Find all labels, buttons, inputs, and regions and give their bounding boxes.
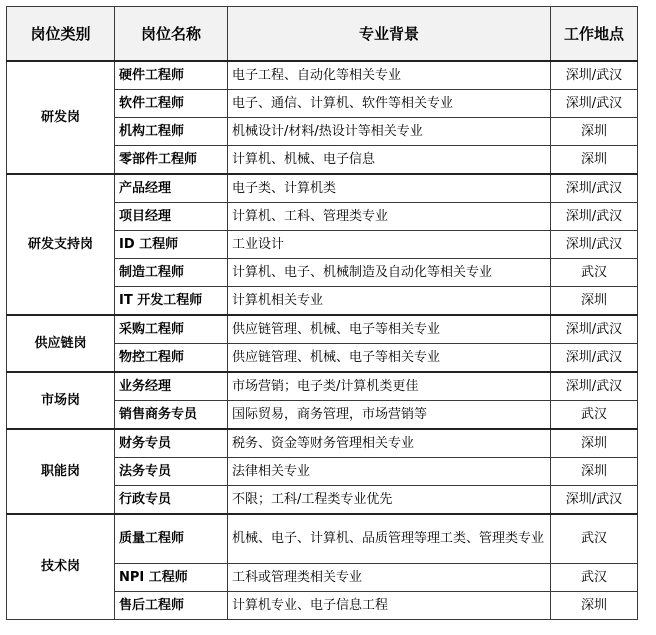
location-cell: 深圳: [551, 429, 638, 458]
category-cell: 供应链岗: [7, 315, 115, 372]
job-table-body: [7, 61, 638, 620]
location-cell: 武汉: [551, 259, 638, 287]
category-cell: 研发支持岗: [7, 174, 115, 315]
location-cell: 深圳/武汉: [551, 174, 638, 203]
background-cell: 供应链管理、机械、电子等相关专业: [228, 344, 551, 373]
name-cell: 硬件工程师: [115, 61, 228, 90]
category-cell: 技术岗: [7, 514, 115, 620]
background-cell: 电子、通信、计算机、软件等相关专业: [228, 90, 551, 118]
name-cell: 物控工程师: [115, 344, 228, 373]
background-cell: 电子工程、自动化等相关专业: [228, 61, 551, 90]
name-cell: 业务经理: [115, 372, 228, 401]
background-cell: 工业设计: [228, 231, 551, 259]
name-cell: 质量工程师: [115, 514, 228, 564]
category-cell: 市场岗: [7, 372, 115, 429]
location-cell: 深圳/武汉: [551, 203, 638, 231]
name-cell: IT 开发工程师: [115, 287, 228, 316]
background-cell: 计算机、机械、电子信息: [228, 146, 551, 175]
location-cell: 深圳/武汉: [551, 344, 638, 373]
location-cell: 武汉: [551, 401, 638, 430]
header-row: [7, 7, 638, 62]
table-row: [7, 372, 638, 401]
location-cell: 武汉: [551, 514, 638, 564]
header-background: 专业背景: [228, 7, 551, 62]
background-cell: 计算机、工科、管理类专业: [228, 203, 551, 231]
name-cell: 制造工程师: [115, 259, 228, 287]
name-cell: 财务专员: [115, 429, 228, 458]
background-cell: 法律相关专业: [228, 458, 551, 486]
table-row: [7, 61, 638, 90]
background-cell: 机械设计/材料/热设计等相关专业: [228, 118, 551, 146]
table-row: [7, 514, 638, 564]
location-cell: 深圳: [551, 146, 638, 175]
background-cell: 计算机相关专业: [228, 287, 551, 316]
name-cell: 法务专员: [115, 458, 228, 486]
name-cell: NPI 工程师: [115, 564, 228, 592]
background-cell: 供应链管理、机械、电子等相关专业: [228, 315, 551, 344]
location-cell: 深圳/武汉: [551, 61, 638, 90]
header-name: 岗位名称: [115, 7, 228, 62]
location-cell: 武汉: [551, 564, 638, 592]
location-cell: 深圳/武汉: [551, 231, 638, 259]
background-cell: 市场营销；电子类/计算机类更佳: [228, 372, 551, 401]
table-row: [7, 429, 638, 458]
name-cell: 销售商务专员: [115, 401, 228, 430]
name-cell: 售后工程师: [115, 592, 228, 620]
location-cell: 深圳/武汉: [551, 90, 638, 118]
location-cell: 深圳: [551, 287, 638, 316]
background-cell: 国际贸易，商务管理，市场营销等: [228, 401, 551, 430]
background-cell: 工科或管理类相关专业: [228, 564, 551, 592]
name-cell: 采购工程师: [115, 315, 228, 344]
name-cell: 产品经理: [115, 174, 228, 203]
location-cell: 深圳: [551, 118, 638, 146]
location-cell: 深圳: [551, 458, 638, 486]
header-category: 岗位类别: [7, 7, 115, 62]
name-cell: ID 工程师: [115, 231, 228, 259]
header-location: 工作地点: [551, 7, 638, 62]
name-cell: 机构工程师: [115, 118, 228, 146]
name-cell: 软件工程师: [115, 90, 228, 118]
location-cell: 深圳/武汉: [551, 315, 638, 344]
background-cell: 计算机、电子、机械制造及自动化等相关专业: [228, 259, 551, 287]
location-cell: 深圳: [551, 592, 638, 620]
location-cell: 深圳/武汉: [551, 372, 638, 401]
location-cell: 深圳/武汉: [551, 486, 638, 515]
background-cell: 机械、电子、计算机、品质管理等理工类、管理类专业: [228, 514, 551, 564]
background-cell: 计算机专业、电子信息工程: [228, 592, 551, 620]
job-table: [6, 6, 638, 620]
name-cell: 行政专员: [115, 486, 228, 515]
name-cell: 项目经理: [115, 203, 228, 231]
background-cell: 税务、资金等财务管理相关专业: [228, 429, 551, 458]
background-cell: 电子类、计算机类: [228, 174, 551, 203]
background-cell: 不限；工科/工程类专业优先: [228, 486, 551, 515]
name-cell: 零部件工程师: [115, 146, 228, 175]
table-row: [7, 174, 638, 203]
table-row: [7, 315, 638, 344]
category-cell: 职能岗: [7, 429, 115, 514]
category-cell: 研发岗: [7, 61, 115, 174]
